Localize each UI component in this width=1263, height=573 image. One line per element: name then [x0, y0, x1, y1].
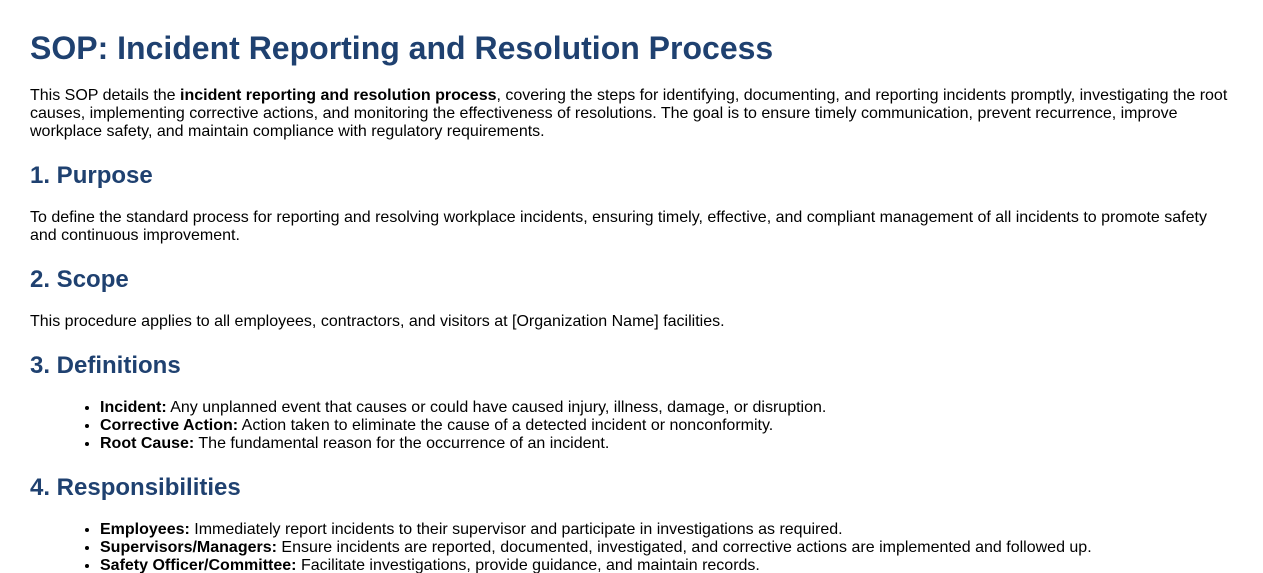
definitions-list — [30, 399, 826, 453]
intro-text-start: This SOP details the — [30, 87, 180, 104]
definitions-heading: 3. Definitions — [30, 352, 181, 379]
purpose-text: To define the standard process for reporting and resolving workplace incidents, ensuring timely, effective, and compliant management of all incidents to promote safety and continuous improvement. — [30, 209, 1207, 244]
responsibilities-heading: 4. Responsibilities — [30, 474, 241, 501]
responsibilities-list — [30, 521, 1092, 573]
list-item — [100, 521, 1092, 539]
responsibility-text: Immediately report incidents to their supervisor and participate in investigations as required. — [189, 521, 843, 538]
intro-paragraph — [30, 87, 1233, 141]
definition-term: Root Cause: — [100, 435, 195, 452]
page-title: SOP: Incident Reporting and Resolution Process — [30, 30, 774, 66]
responsibility-text: Ensure incidents are reported, documented, investigated, and corrective actions are implemented and followed up. — [276, 539, 1092, 556]
definition-text: The fundamental reason for the occurrence of an incident. — [194, 435, 610, 452]
scope-text: This procedure applies to all employees, contractors, and visitors at [Organization Name] facilities. — [30, 313, 725, 330]
list-item — [100, 539, 1092, 557]
definition-term: Incident: — [100, 399, 167, 416]
responsibility-text: Facilitate investigations, provide guidance, and maintain records. — [296, 557, 760, 573]
list-item — [100, 557, 1092, 573]
definition-term: Corrective Action: — [100, 417, 239, 434]
definition-text: Any unplanned event that causes or could have caused injury, illness, damage, or disruption. — [166, 399, 827, 416]
list-item — [100, 417, 826, 435]
responsibility-role: Employees: — [100, 521, 190, 538]
definition-text: Action taken to eliminate the cause of a detected incident or nonconformity. — [238, 417, 774, 434]
responsibility-role: Supervisors/Managers: — [100, 539, 277, 556]
scope-heading: 2. Scope — [30, 266, 129, 293]
intro-text-end: , covering the steps for identifying, documenting, and reporting incidents promptly, investigating the root causes, implementing corrective actions, and monitoring the effectiveness of resolutions. The goal is to ensure timely communication, prevent recurrence, improve workplace safety, and maintain compliance with regulatory requirements. — [30, 87, 1228, 140]
responsibility-role: Safety Officer/Committee: — [100, 557, 297, 573]
list-item — [100, 399, 826, 417]
list-item — [100, 435, 826, 453]
purpose-heading: 1. Purpose — [30, 162, 153, 189]
intro-emphasis: incident reporting and resolution process — [180, 87, 497, 104]
